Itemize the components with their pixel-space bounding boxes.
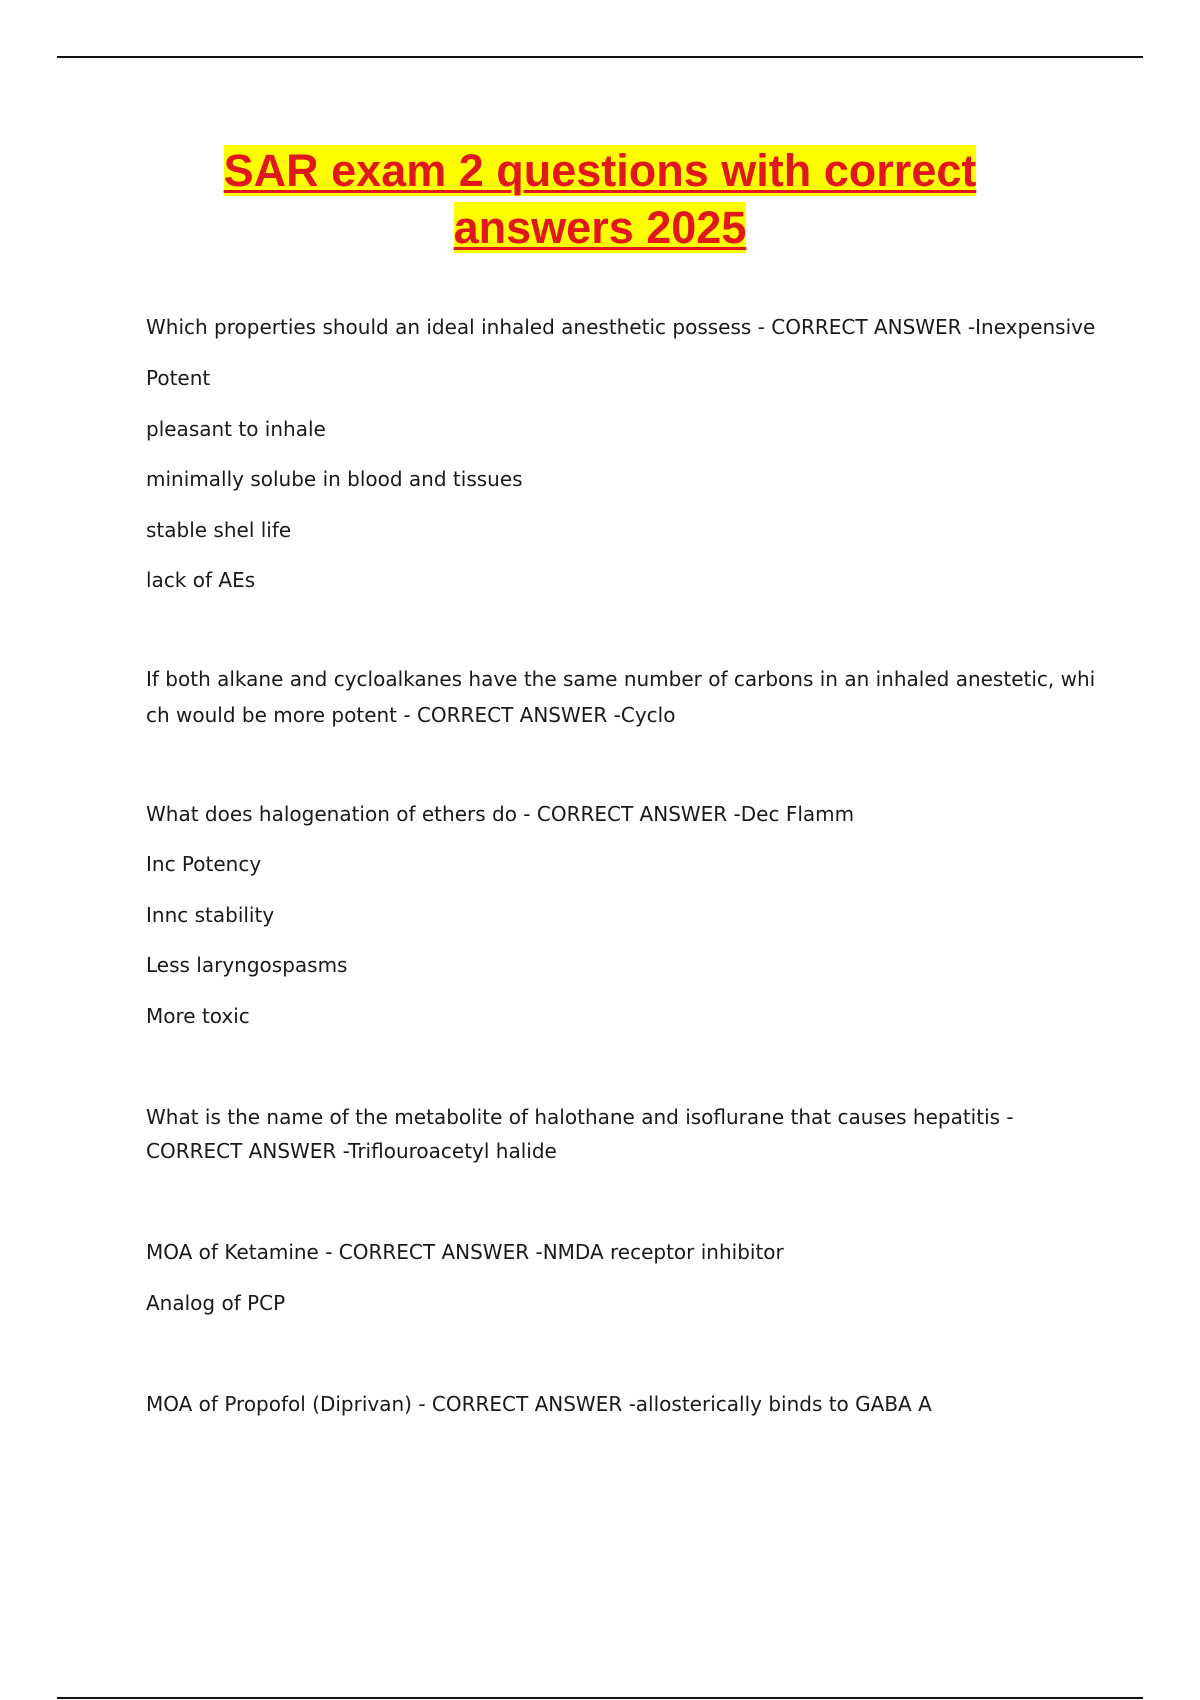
answer-line: More toxic <box>146 1004 250 1028</box>
footer-rule <box>57 1697 1143 1699</box>
title-line-2: answers 2025 <box>453 202 747 253</box>
answer-line: pleasant to inhale <box>146 417 326 441</box>
answer-line: stable shel life <box>146 518 292 542</box>
question-4-text: What is the name of the metabolite of halothane and isoflurane that causes hepatitis - <box>146 1105 1014 1129</box>
answer-line: Inc Potency <box>146 852 262 876</box>
question-1-text: Which properties should an ideal inhaled anesthetic possess - CORRECT ANSWER -Inexpensive <box>146 315 1096 339</box>
answer-line: minimally solube in blood and tissues <box>146 467 523 491</box>
question-4-text-cont: CORRECT ANSWER -Triflouroacetyl halide <box>146 1139 557 1163</box>
question-3-text: What does halogenation of ethers do - CORRECT ANSWER -Dec Flamm <box>146 802 855 826</box>
question-2-text: If both alkane and cycloalkanes have the same number of carbons in an inhaled anestetic, whi <box>146 667 1096 691</box>
question-6-text: MOA of Propofol (Diprivan) - CORRECT ANSWER -allosterically binds to GABA A <box>146 1392 932 1416</box>
answer-line: Analog of PCP <box>146 1291 286 1315</box>
title-line-1: SAR exam 2 questions with correct <box>223 145 977 196</box>
answer-line: Less laryngospasms <box>146 953 348 977</box>
answer-line: Innc stability <box>146 903 275 927</box>
answer-line: lack of AEs <box>146 568 256 592</box>
question-5-text: MOA of Ketamine - CORRECT ANSWER -NMDA receptor inhibitor <box>146 1240 784 1264</box>
question-2-text-cont: ch would be more potent - CORRECT ANSWER -Cyclo <box>146 703 676 727</box>
answer-line: Potent <box>146 366 211 390</box>
